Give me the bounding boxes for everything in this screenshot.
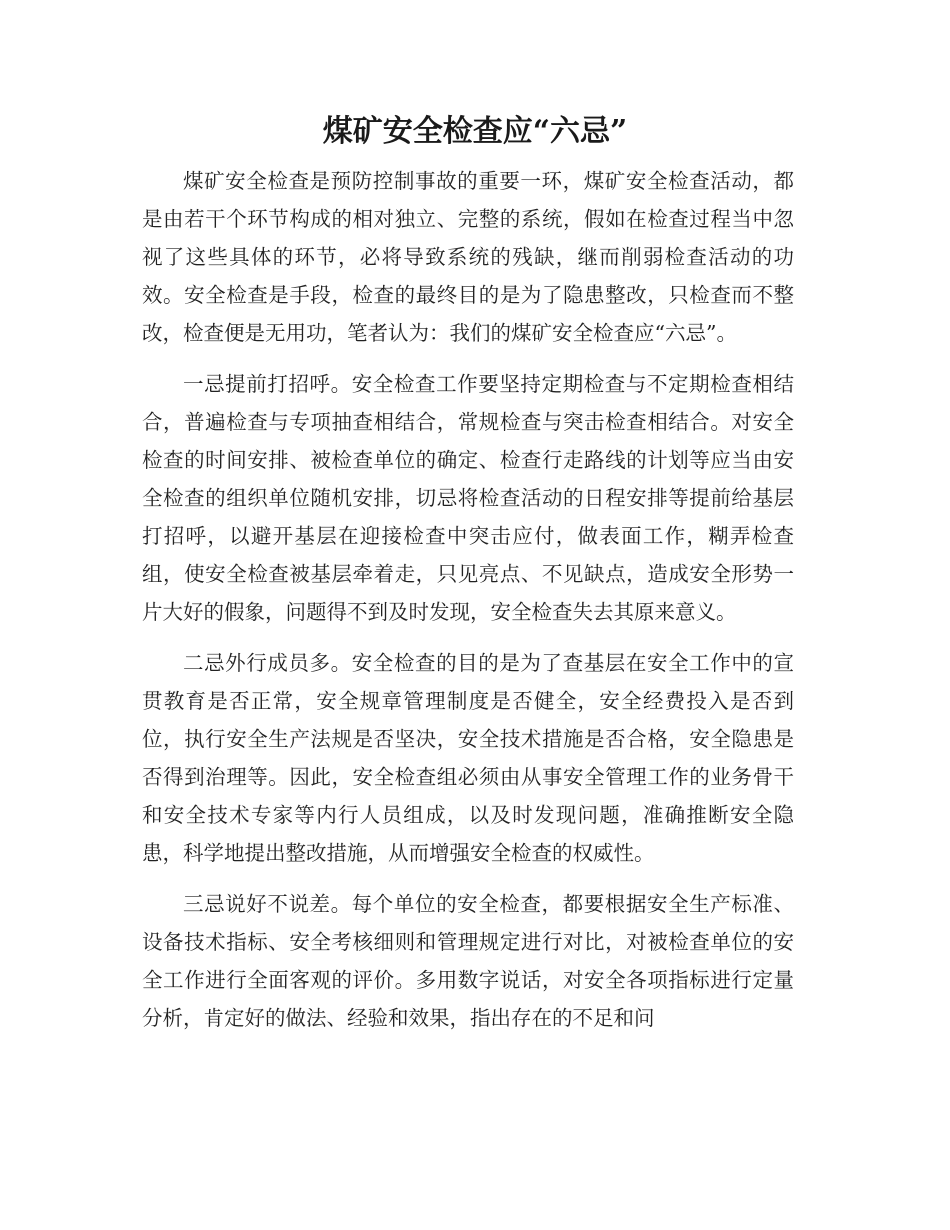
paragraph-taboo-2: 二忌外行成员多。安全检查的目的是为了查基层在安全工作中的宣贯教育是否正常，安全规章管理制度是否健全，安全经费投入是否到位，执行安全生产法规是否坚决，安全技术措施是否合格，安全隐患是否得到治理等。因此，安全检查组必须由从事安全管理工作的业务骨干和安全技术专家等内行人员组成，以及时发现问题，准确推断安全隐患，科学地提出整改措施，从而增强安全检查的权威性。 bbox=[142, 651, 794, 865]
document-body bbox=[142, 162, 794, 1037]
paragraph-taboo-1: 一忌提前打招呼。安全检查工作要坚持定期检查与不定期检查相结合，普遍检查与专项抽查相结合，常规检查与突击检查相结合。对安全检查的时间安排、被检查单位的确定、检查行走路线的计划等应当由安全检查的组织单位随机安排，切忌将检查活动的日程安排等提前给基层打招呼，以避开基层在迎接检查中突击应付，做表面工作，糊弄检查组，使安全检查被基层牵着走，只见亮点、不见缺点，造成安全形势一片大好的假象，问题得不到及时发现，安全检查失去其原来意义。 bbox=[142, 372, 794, 624]
paragraph-intro: 煤矿安全检查是预防控制事故的重要一环，煤矿安全检查活动，都是由若干个环节构成的相对独立、完整的系统，假如在检查过程当中忽视了这些具体的环节，必将导致系统的残缺，继而削弱检查活动的功效。安全检查是手段，检查的最终目的是为了隐患整改，只检查而不整改，检查便是无用功，笔者认为：我们的煤矿安全检查应“六忌”。 bbox=[142, 169, 794, 345]
paragraph-taboo-3: 三忌说好不说差。每个单位的安全检查，都要根据安全生产标准、设备技术指标、安全考核细则和管理规定进行对比，对被检查单位的安全工作进行全面客观的评价。多用数字说话，对安全各项指标进行定量分析，肯定好的做法、经验和效果，指出存在的不足和问 bbox=[142, 892, 794, 1030]
document-title: 煤矿安全检查应“六忌” bbox=[322, 114, 628, 149]
